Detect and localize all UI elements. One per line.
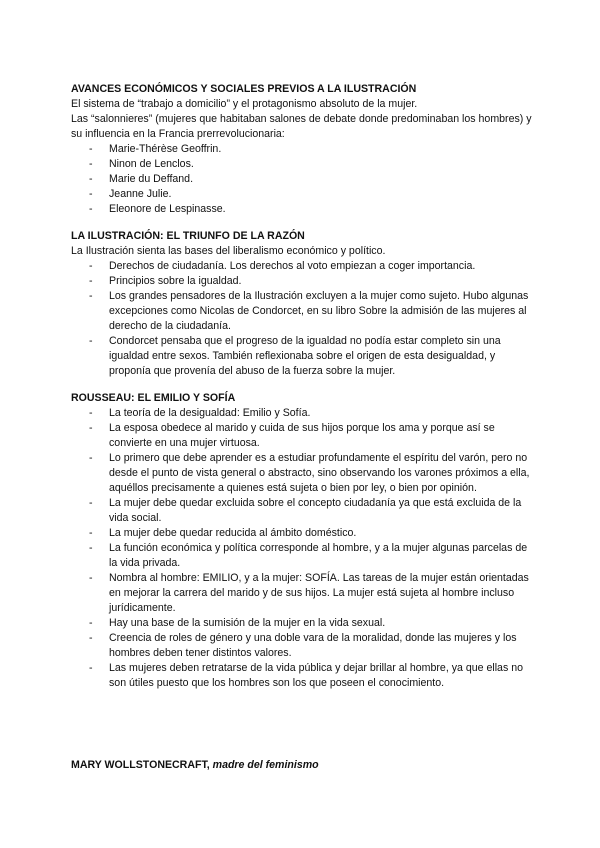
list-item: - La mujer debe quedar excluida sobre el concepto ciudadanía ya que está excluida de la vida social. — [89, 497, 522, 524]
list-item: - La mujer debe quedar reducida al ámbito doméstico. — [89, 527, 357, 539]
dash-bullet: - — [89, 203, 93, 215]
list-item: - Derechos de ciudadanía. Los derechos al voto empiezan a coger importancia. — [89, 260, 476, 272]
list-item: - Marie du Deffand. — [89, 173, 194, 185]
section-avances — [71, 82, 533, 217]
list-item: - Lo primero que debe aprender es a estudiar profundamente el espíritu del varón, pero no desde el punto de vista general o abstracto, sino observando los varones próximos a ella, aquéllos precisamente a quienes está sujeta o bien por ley, o bien por opinión. — [89, 452, 530, 494]
dash-bullet: - — [89, 617, 93, 629]
list-item: - Los grandes pensadores de la Ilustración excluyen a la mujer como sujeto. Hubo algunas excepciones como Nicolas de Condorcet, en su libro Sobre la admisión de las mujeres al derecho de la ciudadanía. — [89, 290, 529, 332]
list-item: - Condorcet pensaba que el progreso de la igualdad no podía estar completo sin una igualdad entre sexos. También reflexionaba sobre el origen de esta desigualdad, y proponía que provenía del abuso de la fuerza sobre la mujer. — [89, 335, 501, 377]
dash-bullet: - — [89, 527, 93, 539]
paragraph-trabajo-domicilio: El sistema de “trabajo a domicilio” y el protagonismo absoluto de la mujer. — [71, 98, 418, 110]
dash-bullet: - — [89, 407, 93, 419]
paragraph-salonnieres: Las “salonnieres” (mujeres que habitaban salones de debate donde predominaban los hombres) y su influencia en la Francia prerrevolucionaria: — [71, 113, 532, 140]
section-title-avances: AVANCES ECONÓMICOS Y SOCIALES PREVIOS A LA ILUSTRACIÓN — [71, 83, 417, 95]
list-item: - Hay una base de la sumisión de la mujer en la vida sexual. — [89, 617, 386, 629]
list-item: - Jeanne Julie. — [89, 188, 172, 200]
dash-bullet: - — [89, 173, 93, 185]
dash-bullet: - — [89, 497, 93, 509]
list-item: - Principios sobre la igualdad. — [89, 275, 242, 287]
dash-bullet: - — [89, 158, 93, 170]
dash-bullet: - — [89, 335, 93, 347]
list-item: - Marie-Thérèse Geoffrin. — [89, 143, 222, 155]
dash-bullet: - — [89, 143, 93, 155]
list-item: - Eleonore de Lespinasse. — [89, 203, 226, 215]
rousseau-list — [71, 406, 533, 691]
dash-bullet: - — [89, 452, 93, 464]
section-title-ilustracion: LA ILUSTRACIÓN: EL TRIUNFO DE LA RAZÓN — [71, 230, 305, 242]
paragraph-ilustracion-intro: La Ilustración sienta las bases del liberalismo económico y político. — [71, 245, 386, 257]
ilustracion-list — [71, 259, 533, 379]
salonnieres-list — [71, 142, 533, 217]
dash-bullet: - — [89, 290, 93, 302]
dash-bullet: - — [89, 275, 93, 287]
list-item: - Nombra al hombre: EMILIO, y a la mujer: SOFÍA. Las tareas de la mujer están orientadas en mejorar la carrera del marido y de sus hijos. La mujer está sujeta al hombre incluso jurídicamente. — [89, 572, 529, 614]
dash-bullet: - — [89, 632, 93, 644]
dash-bullet: - — [89, 422, 93, 434]
list-item: - La esposa obedece al marido y cuida de sus hijos porque los ama y porque así se convierte en una mujer virtuosa. — [89, 422, 495, 449]
section-ilustracion — [71, 229, 533, 379]
dash-bullet: - — [89, 260, 93, 272]
dash-bullet: - — [89, 542, 93, 554]
document-body — [71, 82, 533, 691]
dash-bullet: - — [89, 188, 93, 200]
list-item: - Las mujeres deben retratarse de la vida pública y dejar brillar al hombre, ya que ellas no son útiles puesto que los hombres son los que poseen el conocimiento. — [89, 662, 523, 689]
wollstonecraft-subtitle: madre del feminismo — [209, 759, 319, 771]
list-item: - Ninon de Lenclos. — [89, 158, 194, 170]
dash-bullet: - — [89, 572, 93, 584]
list-item: - Creencia de roles de género y una doble vara de la moralidad, donde las mujeres y los hombres deben tener distintos valores. — [89, 632, 517, 659]
list-item: - La teoría de la desigualdad: Emilio y Sofía. — [89, 407, 311, 419]
section-title-wollstonecraft — [71, 758, 319, 773]
section-title-rousseau: ROUSSEAU: EL EMILIO Y SOFÍA — [71, 392, 236, 404]
wollstonecraft-name: MARY WOLLSTONECRAFT, — [71, 759, 210, 771]
list-item: - La función económica y política corresponde al hombre, y a la mujer algunas parcelas de la vida privada. — [89, 542, 528, 569]
dash-bullet: - — [89, 662, 93, 674]
section-rousseau — [71, 391, 533, 691]
